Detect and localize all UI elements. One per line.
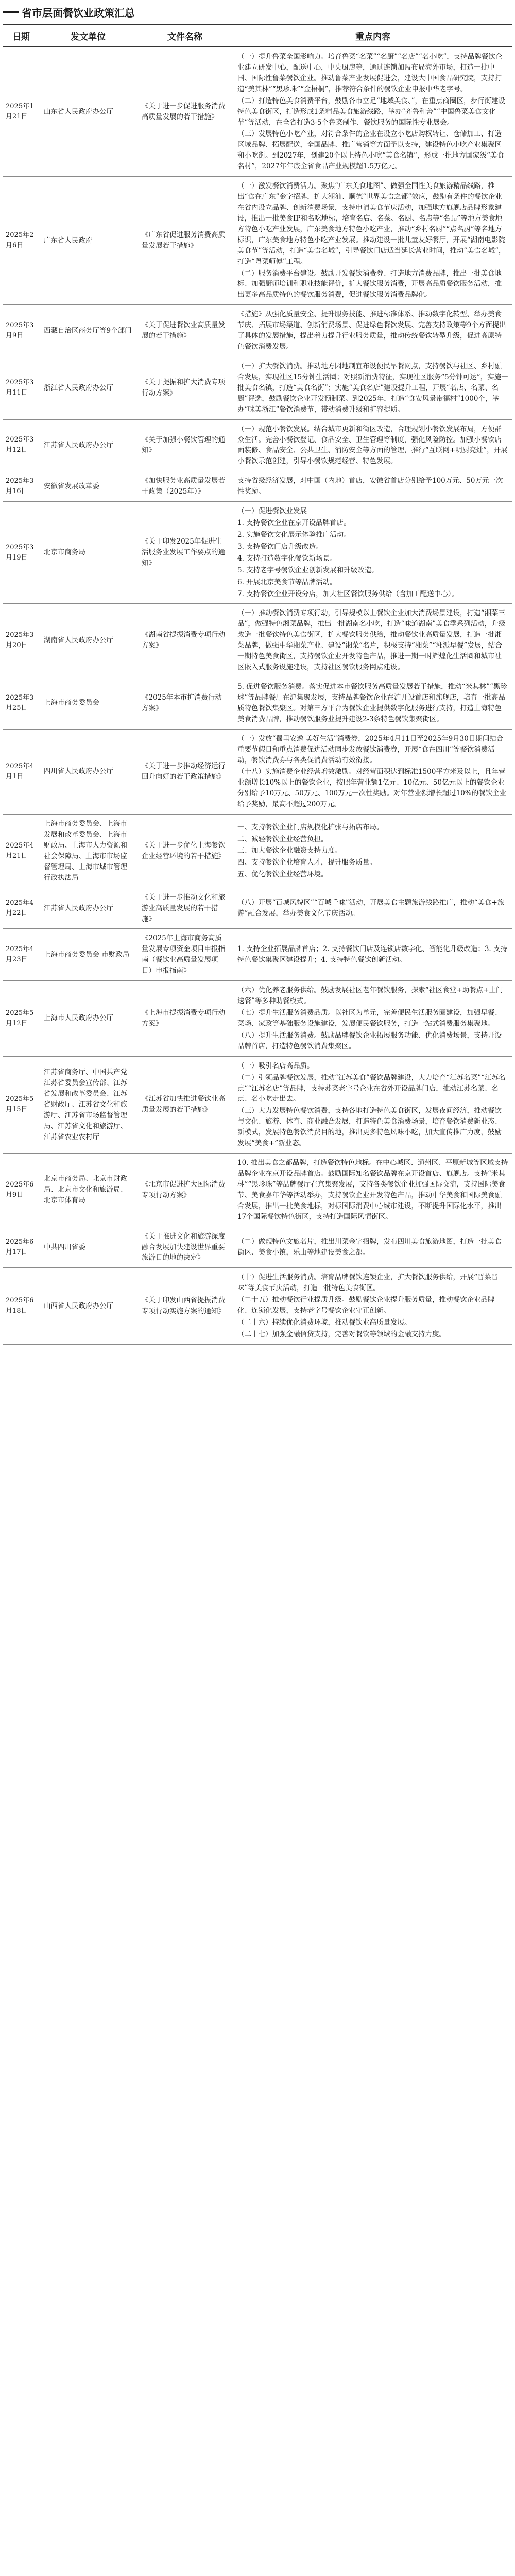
row-key-content [233, 419, 512, 471]
key-paragraph: （二十七）加强金融信贷支持，完善对餐饮等领域的金融支持力度。 [237, 1330, 446, 1338]
table-body [3, 47, 512, 1344]
row-date: 2025年6月18日 [3, 1268, 40, 1345]
key-paragraph: （十）促进生活服务消费。培育品牌餐饮连锁企业，扩大餐饮服务供给，开展“晋菜晋味”等美食节庆活动，打造一批特色美食街区。 [237, 1273, 499, 1293]
row-date: 2025年3月20日 [3, 604, 40, 677]
row-issuer: 江苏省商务厅、中国共产党江苏省委员会宣传部、江苏省发展和改革委员会、江苏省财政厅、江苏省文化和旅游厅、江苏省市场监督管理局、江苏省文化和旅游厅、江苏省农业农村厅 [40, 1056, 136, 1153]
key-paragraph: （一）激发餐饮消费活力。聚焦“广东美食地图”、做强全国性美食旅游精品线路，推出“食在广东”金字招牌，扩大潮汕、顺德“世界美食之都”效应，鼓励有条件的餐饮企业在省内设立品牌、创新消费场景，支持申请美食节庆活动，加强地方旗舰店品牌形象建设，推出一批美食IP和名吃地标，培育名店、名菜、名厨、名点等“名品”等地方美食地方特色小吃产业发展，广东美食地方特色小吃产业，推动“乡村名厨”“点名厨”等名地方标识，广东美食地方特色小吃产业发展。推动建设一批儿童友好餐厅，开展“湖南电影院美食节”等活动，打造“美食名城”，引导餐饮门店适当延长营业时间，推动“美食名城”，打造“粤菜师傅”工程。 [237, 182, 506, 266]
header-date: 日期 [3, 24, 40, 47]
table-row [3, 888, 512, 929]
table-row [3, 1056, 512, 1153]
key-paragraph: （二）打造特色美食消费平台，鼓励各市立足“地域美食、”，在重点商圈区，步行街建设特色美食街区，打造形成1条精品美食旅游线路，举办“齐鲁和善”“中国鲁菜美食文化节”等活动，在全省打造3-5个鲁菜制作、餐饮服务的国际性专业展会。 [237, 96, 506, 127]
row-issuer: 北京市商务局 [40, 502, 136, 604]
row-date: 2025年4月1日 [3, 729, 40, 814]
policy-table [3, 24, 512, 1345]
key-paragraph: （一）提升鲁菜全国影响力。培育鲁菜“名菜”“名厨”“名店”“名小吃”，支持品牌餐饮企业建立研发中心，配送中心，中央厨房等，通过连锁加盟布局海外市场，打造一批中国、国际性鲁菜餐饮企业。推动鲁菜产业发展促进会，建设大中国食品研究院，支持打造“美其林”“黑珍珠”“金梧桐”，推荐符合条件的餐饮企业申报中华老字号。 [237, 53, 503, 93]
row-issuer: 上海市人民政府办公厅 [40, 981, 136, 1057]
row-document: 《关于进一步优化上海餐饮企业经营环境的若干措施》 [136, 815, 233, 888]
key-paragraph: 三、加大餐饮企业融资支持力度。 [237, 846, 342, 855]
row-key-content [233, 1056, 512, 1153]
key-paragraph: （一）促进餐饮业发展 [237, 507, 307, 516]
row-issuer: 中共四川省委 [40, 1227, 136, 1268]
row-date: 2025年2月6日 [3, 177, 40, 305]
title-text: 省市层面餐饮业政策汇总 [22, 6, 135, 19]
row-issuer: 湖南省人民政府办公厅 [40, 604, 136, 677]
row-key-content [233, 729, 512, 814]
row-date: 2025年4月22日 [3, 888, 40, 929]
row-key-content [233, 604, 512, 677]
row-document: 《关于促进餐饮业高质量发展的若干措施》 [136, 305, 233, 357]
row-key-content [233, 502, 512, 604]
section-title [0, 0, 515, 24]
row-issuer: 上海市商务委员会 [40, 677, 136, 730]
row-key-content [233, 357, 512, 419]
row-document: 《关于印发山西省提振消费专项行动实施方案的通知》 [136, 1268, 233, 1345]
row-key-content [233, 1268, 512, 1345]
key-paragraph: （一）规范小餐饮发展。结合城市更新和街区改造，合理规划小餐饮发展布局，方便群众生活。完善小餐饮登记、食品安全、卫生管理等制度，强化风险防控。加强小餐饮店面装修、食品安全、公共卫生、消防安全等方面的管理，推行“互联网+明厨亮灶”，开展小餐饮示范创建，引导小餐饮规范经营、特色发展。 [237, 425, 508, 466]
table-header-row [3, 24, 512, 47]
row-date: 2025年1月21日 [3, 47, 40, 177]
row-document: 《上海市提振消费专项行动方案》 [136, 981, 233, 1057]
row-key-content [233, 47, 512, 177]
table-row [3, 815, 512, 888]
row-date: 2025年6月17日 [3, 1227, 40, 1268]
row-document: 《广东省促进服务消费高质量发展若干措施》 [136, 177, 233, 305]
row-document: 《关于进一步推动文化和旅游业高质量发展的若干措施》 [136, 888, 233, 929]
row-document: 《关于进一步推动经济运行回升向好的若干政策措施》 [136, 729, 233, 814]
row-key-content [233, 815, 512, 888]
table-row [3, 1227, 512, 1268]
table-row [3, 419, 512, 471]
key-paragraph: 3. 支持餐饮门店升级改造。 [237, 542, 323, 551]
row-document: 《关于印发2025年促进生活服务业发展工作要点的通知》 [136, 502, 233, 604]
row-issuer: 广东省人民政府 [40, 177, 136, 305]
key-paragraph: 四、支持餐饮企业培育人才，提升服务质量。 [237, 858, 376, 867]
table-row [3, 981, 512, 1057]
key-paragraph: 7. 支持餐饮企业开设分店，加大社区餐饮服务供给（含加工配送中心）。 [237, 589, 458, 598]
table-row [3, 929, 512, 981]
row-key-content [233, 981, 512, 1057]
table-row [3, 305, 512, 357]
row-issuer: 四川省人民政府办公厅 [40, 729, 136, 814]
header-key-content: 重点内容 [233, 24, 512, 47]
key-paragraph: 二、减轻餐饮企业经营负担。 [237, 835, 328, 843]
row-date: 2025年4月21日 [3, 815, 40, 888]
key-paragraph: （二）服务消费平台建设。鼓励开发餐饮消费券、打造地方消费品牌，推出一批美食地标、加强厨师培训和职业技能评价，扩大餐饮服务消费，开展高品质餐饮服务活动，推出更多高品质特色的餐饮服务消费，促进餐饮服务消费品牌化。 [237, 269, 502, 299]
key-paragraph: （一）吸引名店高品质。 [237, 1061, 314, 1070]
key-paragraph: 4. 支持打造数字化餐饮新场景。 [237, 554, 337, 563]
table-row [3, 1268, 512, 1345]
row-date: 2025年5月12日 [3, 981, 40, 1057]
key-paragraph: 1. 支持企业拓展品牌首店；2. 支持餐饮门店及连锁店数字化、智能化升级改造；3. 支持特色餐饮集聚区建设提升；4. 支持特色餐饮创新活动。 [237, 945, 508, 964]
row-key-content [233, 471, 512, 502]
table-row [3, 502, 512, 604]
row-document: 《2025年上海市商务高质量发展专项资金项目申报指南（餐饮业高质量发展项目）申报指南》 [136, 929, 233, 981]
key-paragraph: 支持省级经济发展，对中国（内地）首店，安徽省首店分别给予100万元、50万元一次性奖励。 [237, 477, 503, 496]
row-document: 《关于加强小餐饮管理的通知》 [136, 419, 233, 471]
row-date: 2025年3月9日 [3, 305, 40, 357]
key-paragraph: （二十六）持续优化消费环境，推动餐饮业高质量发展。 [237, 1318, 411, 1327]
key-paragraph: 5. 支持老字号餐饮企业创新发展和升级改造。 [237, 566, 379, 574]
row-issuer: 江苏省人民政府办公厅 [40, 419, 136, 471]
row-issuer: 山东省人民政府办公厅 [40, 47, 136, 177]
row-date: 2025年4月23日 [3, 929, 40, 981]
row-document: 《关于进一步促进服务消费高质量发展的若干措施》 [136, 47, 233, 177]
row-issuer: 西藏自治区商务厅等9个部门 [40, 305, 136, 357]
key-paragraph: （六）优化养老服务供给。鼓励发展社区老年餐饮服务，探索“社区食堂+助餐点+上门送餐”等多种助餐模式。 [237, 986, 503, 1006]
table-row [3, 677, 512, 730]
row-date: 2025年5月15日 [3, 1056, 40, 1153]
key-paragraph: 2. 实施餐饮文化展示体验推广活动。 [237, 530, 351, 539]
row-document: 《湖南省提振消费专项行动方案》 [136, 604, 233, 677]
key-paragraph: （三）发展特色小吃产业，对符合条件的企业在设立小吃店购权转让、仓储加工、打造区域品牌、拓展配送，全国品牌、推广营销等方面予以支持，建设特色小吃产业集聚区和小吃街。到2027年，创建20个以上特色小吃“美食名镇”，形成一批地方国家级“美食名村”，2027年年底全省食品产业规模超1.5万亿元。 [237, 130, 504, 171]
row-issuer: 浙江省人民政府办公厅 [40, 357, 136, 419]
key-paragraph: （十八）实施消费企业经营增效激励。对经营面积达到标准1500平方米及以上，且年营业额增长10%以上的餐饮企业，按照年营业额1亿元、10亿元、50亿元以上的餐饮企业分别给予10万元、50万元、100万元一次性奖励。对年营业额增长超过10%的餐饮企业给予奖励，最高不超过200万元。 [237, 768, 507, 809]
row-document: 《加快服务业高质量发展若干政策（2025年）》 [136, 471, 233, 502]
row-date: 2025年3月25日 [3, 677, 40, 730]
key-paragraph: 1. 支持餐饮企业在京开设品牌首店。 [237, 519, 351, 528]
row-key-content [233, 1154, 512, 1227]
key-paragraph: 6. 开展北京美食节等品牌活动。 [237, 578, 337, 586]
row-key-content [233, 305, 512, 357]
row-date: 2025年6月9日 [3, 1154, 40, 1227]
key-paragraph: 一、支持餐饮企业门店规模化扩张与拓店布局。 [237, 823, 384, 832]
row-date: 2025年3月12日 [3, 419, 40, 471]
row-issuer: 北京市商务局、北京市财政局、北京市文化和旅游局、北京市体育局 [40, 1154, 136, 1227]
table-row [3, 471, 512, 502]
row-date: 2025年3月11日 [3, 357, 40, 419]
row-issuer: 安徽省发展改革委 [40, 471, 136, 502]
row-issuer: 江苏省人民政府办公厅 [40, 888, 136, 929]
table-row [3, 1154, 512, 1227]
key-paragraph: （三）大力发展特色餐饮消费，支持各地打造特色美食街区，发展夜间经济，推动餐饮与文化、旅游、体育、商业融合发展，打造特色美食消费场景，培育餐饮消费新业态、新模式，发展特色餐饮消费目的地，推出更多特色风味小吃，加大宣传推广力度，鼓励发展“美食+”新业态。 [237, 1107, 502, 1148]
row-key-content [233, 177, 512, 305]
row-issuer: 上海市商务委员会 市财政局 [40, 929, 136, 981]
key-paragraph: 10. 推出美食之都品牌，打造餐饮特色地标。在中心城区、通州区、平原新城等区域支持品牌企业在京开设品牌首店。鼓励国际知名餐饮品牌在京开设首店、旗舰店。支持“米其林”“黑珍珠”等品牌餐厅在京集聚发展，支持各类餐饮企业加强国际交流，支持国际美食节、美食嘉年华等活动举办，支持餐饮企业开发特色产品，推动中华美食和国际美食融合发展，推出一批美食地标，对标国际消费中心城市建设，不断提升国际化水平，推出17个国际餐饮特色街区，支持打造国际风情街区。 [237, 1159, 508, 1221]
key-paragraph: 《措施》从强化质量安全、提升服务技能、推进标准体系、推动数字化转型、举办美食节庆、拓展市场渠道、创新消费场景、促进绿色餐饮发展、完善支持政策等9个方面提出了具体的发展措施，提出着力提升行业服务质量，推动传统餐饮转型升级，促进高原特色餐饮消费发展。 [237, 310, 506, 351]
key-paragraph: （一）发放“蜀里安逸 美好生活”消费券，2025年4月11日至2025年9月30日期间结合重要节假日和重点消费促进活动同步发放餐饮消费券，开展“食在四川”等餐饮消费活动，餐饮消费券与各类促消费活动有效衔接。 [237, 734, 504, 765]
table-row [3, 177, 512, 305]
title-dash-decoration [3, 11, 19, 13]
row-document: 《2025年本市扩消费行动方案》 [136, 677, 233, 730]
key-paragraph: （七）提升生活服务消费品质。以社区为单元，完善便民生活服务圈建设，加强早餐、菜场、家政等基础服务设施建设，发展便民餐饮服务，打造一站式消费服务集聚地。 [237, 1008, 502, 1028]
row-key-content [233, 929, 512, 981]
key-paragraph: （一）推动餐饮消费专项行动，引导规模以上餐饮企业加大消费场景建设，打造“湘菜三品”，做强特色湘菜品牌，推出一批湖南名小吃，打造“味道湖南”美食季系列活动，升级改造一批餐饮特色美食街区，扩大餐饮服务供给，推动餐饮业高质量发展，打造一批湘菜品牌，做强中华湘菜产业、建设“湘菜”名片，积极支持“湘菜”“湘派早餐”发展，结合一期特色美食街区，支持餐饮企业开发特色产品，推进一期一时辉煌化生活圈和城市社区嵌入式服务设施建设，支持社区餐饮服务网点建设。 [237, 609, 506, 672]
key-paragraph: （一）扩大餐饮消费。推动地方因地制宜布设便民早餐网点，支持餐饮与社区、乡村融合发展，实现社区15分钟生活圈；对照新消费特征，实现社区服务“5分钟可达”，实施一批美食名镇，打造“美食名街”；实施“美食名店”建设提升工程，开展“名店、名菜、名厨”评选，鼓励餐饮企业开发预制菜。到2025年，打造“食安风景带福村”1000个，举办“味美浙江”餐饮消费节，带动消费升级和扩容提质。 [237, 362, 508, 414]
key-paragraph: （二）做靓特色文旅名片，推出川菜金字招牌，发布四川美食旅游地图，打造一批美食街区、美食小镇，乐山等地建设美食之都。 [237, 1238, 502, 1257]
row-date: 2025年3月19日 [3, 502, 40, 604]
row-key-content [233, 677, 512, 730]
row-date: 2025年3月16日 [3, 471, 40, 502]
header-document: 文件名称 [136, 24, 233, 47]
key-paragraph: （八）开展“百城风貌区”“百城千味”活动，开展美食主题旅游线路推广，推动“美食+旅游”融合发展，举办美食文化节庆活动。 [237, 899, 505, 918]
row-document: 《关于推进文化和旅游深度融合发展加快建设世界重要旅游目的地的决定》 [136, 1227, 233, 1268]
key-paragraph: 5. 促进餐饮服务消费。落实促进本市餐饮服务高质量发展若干措施，推动“米其林”“黑珍珠”等品牌餐厅在沪集聚发展，支持品牌餐饮企业在沪开设首店和旗舰店，培育一批高品质特色餐饮集聚区。对第三方平台为餐饮企业提供数字化服务进行支持，打造上海特色美食消费品牌，推动餐饮服务业提升建设2-3条特色餐饮集聚街区。 [237, 683, 507, 723]
table-row [3, 47, 512, 177]
key-paragraph: （八）提升生活服务消费。鼓励品牌餐饮企业拓展服务功能、优化消费场景，支持开设品牌首店，打造特色餐饮消费集聚区。 [237, 1031, 502, 1050]
table-row [3, 729, 512, 814]
row-document: 《江苏省加快推进餐饮业高质量发展的若干措施》 [136, 1056, 233, 1153]
key-paragraph: （二）引领品牌餐饮发展，推动“江苏美食”餐饮品牌建设，大力培育“江苏名菜”“江苏名点”“江苏名店”等品牌，支持苏菜老字号企业在省外开设品牌门店，推动江苏名菜、名点、名小吃走出去。 [237, 1073, 506, 1104]
row-issuer: 山西省人民政府办公厅 [40, 1268, 136, 1345]
row-key-content [233, 888, 512, 929]
row-document: 《北京市促进扩大国际消费专项行动方案》 [136, 1154, 233, 1227]
header-issuer: 发文单位 [40, 24, 136, 47]
row-key-content [233, 1227, 512, 1268]
row-issuer: 上海市商务委员会、上海市发展和改革委员会、上海市财政局、上海市人力资源和社会保障局、上海市市场监督管理局、上海市城市管理行政执法局 [40, 815, 136, 888]
key-paragraph: （二十五）推动餐饮行业提质升级。鼓励餐饮企业提升服务质量，推动餐饮企业品牌化、连锁化发展，支持老字号餐饮企业守正创新。 [237, 1296, 495, 1315]
key-paragraph: 五、优化餐饮企业经营环境。 [237, 870, 328, 879]
table-row [3, 357, 512, 419]
row-document: 《关于提振和扩大消费专项行动方案》 [136, 357, 233, 419]
table-row [3, 604, 512, 677]
